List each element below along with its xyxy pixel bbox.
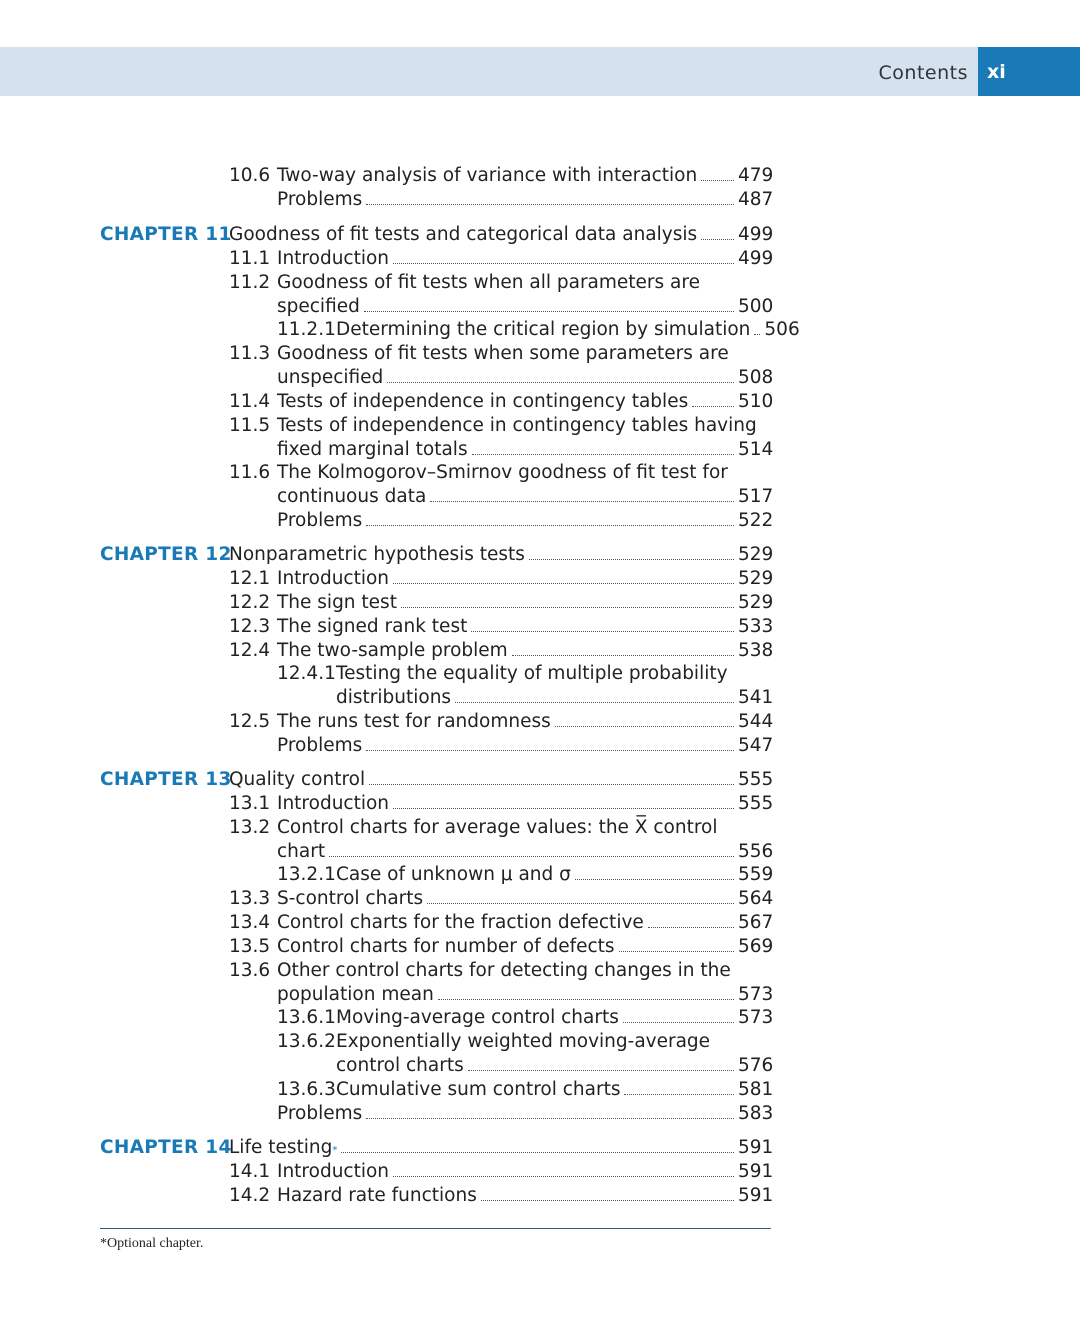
toc-entry[interactable] [277,792,774,816]
entry-title: Goodness of fit tests and categorical data analysis [229,224,698,245]
leader-dots [366,204,734,205]
entry-title: Goodness of fit tests when some parameters are [277,343,729,364]
page-ref: 544 [738,711,774,732]
section-number: 11.2.1 [277,319,336,340]
chapter-label: CHAPTER 11 [100,224,232,245]
entry-title: Introduction [277,568,390,589]
page-ref: 541 [738,687,774,708]
section-number: 13.2.1 [277,864,336,885]
running-header-bar [0,47,978,96]
toc-entry[interactable] [336,662,770,686]
entry-title: Tests of independence in contingency tables having [277,415,757,436]
leader-dots [393,1176,734,1177]
leader-dots [701,180,734,181]
section-number: 13.6.1 [277,1007,336,1028]
section-number: 13.6 [229,960,271,981]
toc-entry[interactable] [277,247,774,271]
entry-title: Other control charts for detecting changes in the [277,960,731,981]
entry-title: The Kolmogorov–Smirnov goodness of fit test for [277,462,728,483]
entry-title: Problems [277,510,363,531]
section-number: 12.3 [229,616,271,637]
leader-dots [430,501,734,502]
entry-title: population mean [277,984,434,1005]
toc-entry[interactable] [229,223,774,247]
toc-entry[interactable] [229,1136,774,1160]
section-number: 12.4 [229,640,271,661]
page-ref: 583 [738,1103,774,1124]
entry-title: Tests of independence in contingency tables [277,391,689,412]
page-ref: 555 [738,793,774,814]
toc-entry[interactable] [277,438,774,462]
toc-entry[interactable] [229,768,774,792]
page-number: xi [978,47,1080,96]
leader-dots [754,334,760,335]
leader-dots [472,454,734,455]
entry-title: Introduction [277,793,390,814]
entry-title: Determining the critical region by simulation [336,319,751,340]
entry-title: Life testing [229,1137,333,1158]
page-ref: 556 [738,841,774,862]
leader-dots [341,1152,734,1153]
toc-entry[interactable] [336,1030,770,1054]
section-number: 11.5 [229,415,271,436]
entry-title: Problems [277,189,363,210]
entry-title: Hazard rate functions [277,1185,477,1206]
page-ref: 508 [738,367,774,388]
page-ref: 514 [738,439,774,460]
toc-entry[interactable] [277,959,770,983]
leader-dots [369,784,734,785]
leader-dots [468,1070,734,1071]
section-number: 12.5 [229,711,271,732]
entry-title: specified [277,296,360,317]
leader-dots [366,1118,734,1119]
section-number: 12.2 [229,592,271,613]
toc-entry[interactable] [277,591,774,615]
toc-entry[interactable] [277,710,774,734]
leader-dots [623,1022,734,1023]
toc-entry[interactable] [277,1102,774,1126]
toc-entry[interactable] [277,639,774,663]
leader-dots [427,903,734,904]
page-ref: 555 [738,769,774,790]
footnote-text: Optional chapter. [107,1236,204,1251]
toc-entry[interactable] [277,911,774,935]
page-ref: 559 [738,864,774,885]
leader-dots [619,951,734,952]
entry-title: continuous data [277,486,427,507]
entry-title: Goodness of fit tests when all parameters are [277,272,700,293]
running-header-label: Contents [878,62,968,84]
section-number: 11.4 [229,391,271,412]
leader-dots [393,263,734,264]
leader-dots [512,655,734,656]
toc-entry[interactable] [277,1160,774,1184]
toc-entry[interactable] [277,188,774,212]
toc-entry[interactable] [277,935,774,959]
section-number: 14.2 [229,1185,271,1206]
toc-entry[interactable] [277,734,774,758]
leader-dots [401,607,734,608]
toc-entry[interactable] [277,615,774,639]
toc-entry[interactable] [277,414,770,438]
leader-dots [393,583,734,584]
leader-dots [701,239,734,240]
entry-title: Quality control [229,769,366,790]
leader-dots [648,927,734,928]
toc-entry[interactable] [277,509,774,533]
page-ref: 529 [738,592,774,613]
entry-title: Problems [277,1103,363,1124]
page-ref: 522 [738,510,774,531]
page-ref: 529 [738,568,774,589]
section-number: 13.1 [229,793,271,814]
page-ref: 517 [738,486,774,507]
entry-title: Introduction [277,1161,390,1182]
page-ref: 567 [738,912,774,933]
section-number: 11.1 [229,248,271,269]
toc-entry[interactable] [277,295,774,319]
leader-dots [366,525,734,526]
leader-dots [329,856,734,857]
toc-entry[interactable] [277,983,774,1007]
leader-dots [575,879,734,880]
section-number: 10.6 [229,165,271,186]
toc-entry[interactable] [277,366,774,390]
page-ref: 573 [738,984,774,1005]
leader-dots [624,1094,734,1095]
leader-dots [555,726,734,727]
toc-entry[interactable] [277,1184,774,1208]
leader-dots [393,808,734,809]
leader-dots [481,1200,734,1201]
toc-entry[interactable] [336,1054,774,1078]
section-number: 13.4 [229,912,271,933]
toc-entry[interactable] [277,485,774,509]
entry-title: Moving-average control charts [336,1007,619,1028]
footnote-rule [100,1228,771,1229]
entry-title: S-control charts [277,888,424,909]
leader-dots [471,631,734,632]
entry-title: Introduction [277,248,390,269]
toc-entry[interactable] [336,1006,774,1030]
page-ref: 569 [738,936,774,957]
page-ref: 506 [764,319,800,340]
page-ref: 538 [738,640,774,661]
page-ref: 591 [738,1161,774,1182]
page-ref: 499 [738,224,774,245]
toc-entry[interactable] [336,1078,774,1102]
page-ref: 533 [738,616,774,637]
entry-title: Case of unknown μ and σ [336,864,571,885]
section-number: 12.1 [229,568,271,589]
section-number: 13.5 [229,936,271,957]
section-number: 12.4.1 [277,663,336,684]
entry-title: The two-sample problem [277,640,508,661]
footnote [100,1236,203,1252]
section-number: 11.6 [229,462,271,483]
toc-entry[interactable] [277,816,770,840]
toc-entry[interactable] [277,840,774,864]
entry-title: Control charts for average values: the X̅ control [277,817,718,838]
section-number: 13.6.2 [277,1031,336,1052]
toc-entry[interactable] [336,686,774,710]
page-ref: 500 [738,296,774,317]
page-ref: 564 [738,888,774,909]
page-ref: 510 [738,391,774,412]
chapter-label: CHAPTER 13 [100,769,232,790]
leader-dots [366,750,734,751]
entry-title: unspecified [277,367,384,388]
page-ref: 581 [738,1079,774,1100]
chapter-label: CHAPTER 14 [100,1137,232,1158]
leader-dots [529,559,734,560]
entry-title: fixed marginal totals [277,439,468,460]
leader-dots [364,311,734,312]
entry-title: Testing the equality of multiple probability [336,663,728,684]
page-ref: 499 [738,248,774,269]
toc-entry[interactable] [277,461,770,485]
entry-title: The runs test for randomness [277,711,551,732]
toc-entry[interactable] [277,567,774,591]
toc-entry[interactable] [336,318,800,342]
section-number: 13.3 [229,888,271,909]
leader-dots [438,999,734,1000]
page-ref: 479 [738,165,774,186]
leader-dots [692,406,734,407]
toc-entry[interactable] [277,271,770,295]
entry-title: Two-way analysis of variance with interaction [277,165,698,186]
footnote-marker: * [100,1236,107,1251]
section-number: 11.2 [229,272,271,293]
page-ref: 591 [738,1185,774,1206]
page-ref: 547 [738,735,774,756]
entry-title: Exponentially weighted moving-average [336,1031,711,1052]
toc-entry[interactable] [277,390,774,414]
entry-title: chart [277,841,326,862]
entry-title: Control charts for the fraction defective [277,912,644,933]
entry-title: control charts [336,1055,464,1076]
toc-entry[interactable] [277,164,774,188]
page-ref: 591 [738,1137,774,1158]
page-ref: 529 [738,544,774,565]
entry-title: The signed rank test [277,616,468,637]
section-number: 11.3 [229,343,271,364]
entry-title: Control charts for number of defects [277,936,615,957]
entry-title: Cumulative sum control charts [336,1079,621,1100]
entry-title: The sign test [277,592,397,613]
entry-title: Nonparametric hypothesis tests [229,544,525,565]
entry-title: Problems [277,735,363,756]
optional-marker: * [332,1145,338,1156]
section-number: 13.6.3 [277,1079,336,1100]
toc-entry[interactable] [336,863,774,887]
leader-dots [455,702,734,703]
section-number: 13.2 [229,817,271,838]
toc-entry[interactable] [277,342,770,366]
entry-title: distributions [336,687,452,708]
section-number: 14.1 [229,1161,271,1182]
toc-entry[interactable] [229,543,774,567]
page-ref: 487 [738,189,774,210]
chapter-label: CHAPTER 12 [100,544,232,565]
leader-dots [387,382,734,383]
toc-entry[interactable] [277,887,774,911]
page-ref: 573 [738,1007,774,1028]
page-ref: 576 [738,1055,774,1076]
